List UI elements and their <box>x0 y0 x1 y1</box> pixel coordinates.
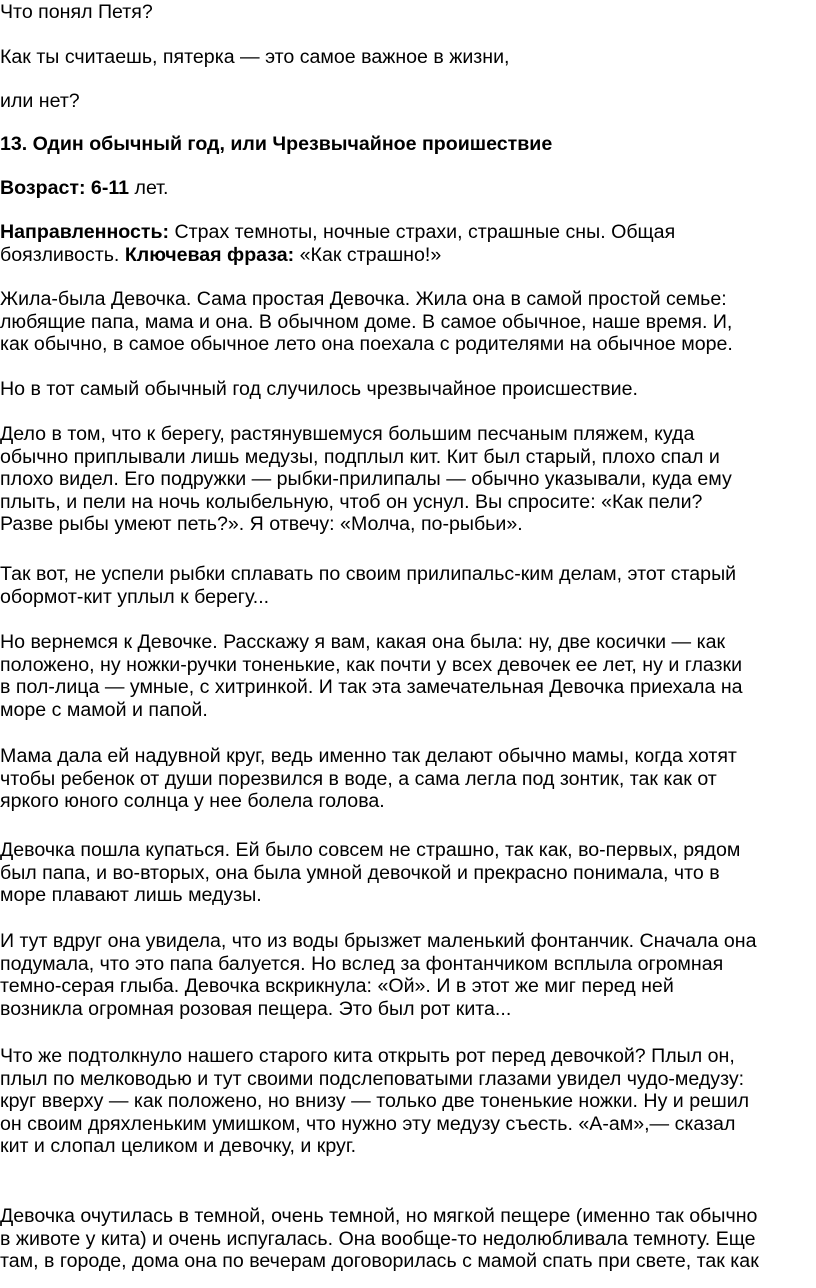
text-line: яркого юного солнца у нее болела голова. <box>0 790 385 813</box>
paragraph-text: Как ты считаешь, пятерка — это самое важное в жизни, <box>0 46 510 68</box>
paragraph-story-8 <box>0 930 756 1020</box>
text-line: положено, ну ножки-ручки тоненькие, как почти у всех девочек ее лет, ну и глазки <box>0 653 743 676</box>
text-line: в пол-лица — умные, с хитринкой. И так эта замечательная Девочка приехала на <box>0 676 743 699</box>
paragraph-story-9 <box>0 1045 749 1158</box>
text-line: чтобы ребенок от души порезвился в воде, а сама легла под зонтик, так как от <box>0 767 717 790</box>
paragraph-text: Что понял Петя? <box>0 1 153 23</box>
text-line: Что же подтолкнуло нашего старого кита открыть рот перед девочкой? Плыл он, <box>0 1045 735 1067</box>
paragraph-story-2 <box>0 378 638 401</box>
text-line: плыть, и пели на ночь колыбельную, чтоб он уснул. Вы спросите: «Как пели? <box>0 490 703 513</box>
text-line: круг вверху — как положено, но внизу — только две тоненькие ножки. Ну и решил <box>0 1090 750 1113</box>
text-line: Жила-была Девочка. Сама простая Девочка. Жила она в самой простой семье: <box>0 288 727 310</box>
text-line: в животе у кита) и очень испугалась. Она вообще-то недолюбливала темноту. Еще <box>0 1227 756 1250</box>
paragraph-or-not <box>0 90 80 113</box>
text-line: Дело в том, что к берегу, растянувшемуся большим песчаным пляжем, куда <box>0 423 695 445</box>
text-line: любящие папа, мама и она. В обычном доме. В самое обычное, наше время. И, <box>0 310 733 333</box>
paragraph-question <box>0 46 510 69</box>
age-label: Возраст: 6-11 <box>0 177 130 199</box>
text-line: И тут вдруг она увидела, что из воды брызжет маленький фонтанчик. Сначала она <box>0 930 757 952</box>
text-line: море плавают лишь медузы. <box>0 884 262 907</box>
paragraph-age <box>0 177 168 200</box>
text-line: он своим дряхленьким умишком, что нужно эту медузу съесть. «А-ам»,— сказал <box>0 1112 736 1135</box>
section-heading <box>0 133 552 156</box>
paragraph-story-1 <box>0 288 733 356</box>
paragraph-story-7 <box>0 839 740 907</box>
age-rest: лет. <box>129 177 169 199</box>
key-phrase-text: «Как страшно!» <box>294 243 442 266</box>
text-line: обормот-кит уплыл к берегу... <box>0 585 270 608</box>
text-line: Но в тот самый обычный год случилось чрезвычайное происшествие. <box>0 378 638 400</box>
text-line: Мама дала ей надувной круг, ведь именно так делают обычно мамы, когда хотят <box>0 745 737 767</box>
text-line: там, в городе, дома она по вечерам договорилась с мамой спать при свете, так как <box>0 1250 759 1273</box>
paragraph-focus <box>0 221 675 266</box>
focus-line <box>0 221 675 244</box>
text-line: плыл по мелководью и тут своими подслеповатыми глазами увидел чудо-медузу: <box>0 1067 745 1090</box>
paragraph-story-5 <box>0 631 743 721</box>
text-line: Девочка очутилась в темной, очень темной, но мягкой пещере (именно так обычно <box>0 1205 758 1227</box>
focus-line <box>0 244 675 267</box>
text-line: море с мамой и папой. <box>0 698 208 721</box>
paragraph-text: или нет? <box>0 90 80 112</box>
paragraph-story-4 <box>0 563 736 608</box>
text-line: Но вернемся к Девочке. Расскажу я вам, какая она была: ну, две косички — как <box>0 631 726 653</box>
text-line: Девочка пошла купаться. Ей было совсем не страшно, так как, во-первых, рядом <box>0 839 741 861</box>
paragraph-story-3 <box>0 423 732 536</box>
paragraph-story-6 <box>0 745 737 813</box>
focus-label: Направленность: <box>0 221 170 243</box>
text-line: Так вот, не успели рыбки сплавать по своим прилипальс-ким делам, этот старый <box>0 563 737 585</box>
text-line: Разве рыбы умеют петь?». Я отвечу: «Молча, по-рыбьи». <box>0 513 523 536</box>
text-line: плохо видел. Его подружки — рыбки-прилипалы — обычно указывали, куда ему <box>0 468 732 491</box>
text-line: как обычно, в самое обычное лето она поехала с родителями на обычное море. <box>0 333 733 356</box>
text-line: был папа, и во-вторых, она была умной девочкой и прекрасно понимала, что в <box>0 861 720 884</box>
heading-text: 13. Один обычный год, или Чрезвычайное проишествие <box>0 133 553 155</box>
text-line: темно-серая глыба. Девочка вскрикнула: «Ой». И в этот же миг перед ней <box>0 975 674 998</box>
focus-text: Страх темноты, ночные страхи, страшные сны. Общая <box>169 221 676 243</box>
paragraph-what-petya-understood <box>0 1 153 24</box>
text-line: кит и слопал целиком и девочку, и круг. <box>0 1135 357 1158</box>
text-line: подумала, что это папа балуется. Но вслед за фонтанчиком всплыла огромная <box>0 952 724 975</box>
text-line: возникла огромная розовая пещера. Это был рот кита... <box>0 997 512 1020</box>
focus-text: боязливость. <box>0 243 125 266</box>
paragraph-story-10 <box>0 1205 759 1273</box>
text-line: обычно приплывали лишь медузы, подплыл кит. Кит был старый, плохо спал и <box>0 445 720 468</box>
key-phrase-label: Ключевая фраза: <box>124 243 295 266</box>
